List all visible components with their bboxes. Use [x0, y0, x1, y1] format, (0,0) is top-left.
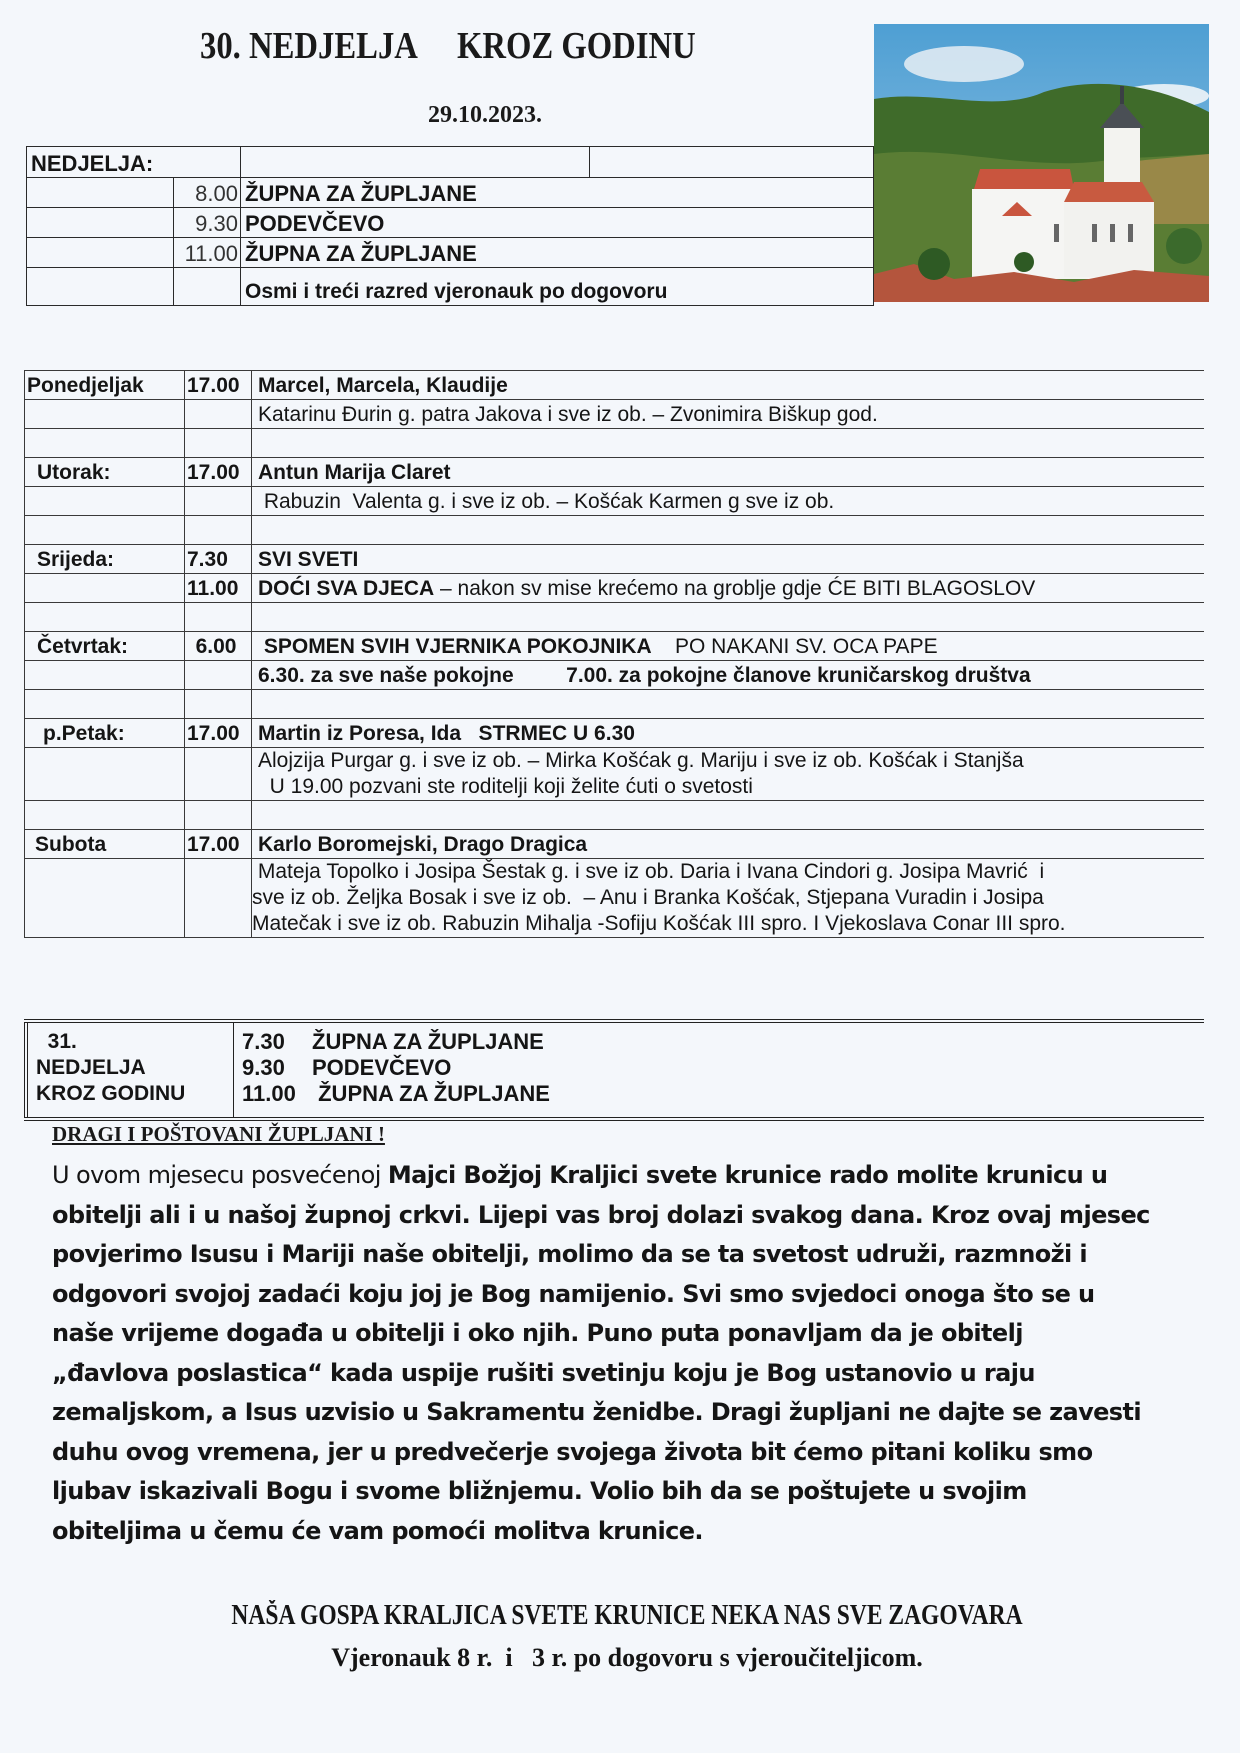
schedule-row — [25, 632, 1205, 661]
schedule-row — [25, 719, 1205, 748]
schedule-row — [25, 859, 1205, 938]
sunday-label: NEDJELJA: — [27, 147, 241, 178]
day-label: p.Petak: — [25, 719, 185, 748]
schedule-row — [25, 545, 1205, 574]
mass-time: 11.00 — [174, 238, 241, 268]
mass-time: 11.00 — [185, 574, 252, 603]
mass-intention: 6.30. za sve naše pokojne 7.00. za pokojne članove kruničarskog društva — [252, 661, 1205, 690]
mass-intention: SVI SVETI — [252, 545, 1205, 574]
next-sunday-box — [24, 1019, 1204, 1121]
mass-intention: Alojzija Purgar g. i sve iz ob. – Mirka Košćak g. Mariju i sve iz ob. Košćak i Stanjša U 19.00 pozvani ste roditelji koji želite ćuti o svetosti — [252, 748, 1205, 801]
schedule-row — [25, 487, 1205, 516]
mass-time: 8.00 — [174, 178, 241, 208]
schedule-row — [25, 830, 1205, 859]
day-label: Četvrtak: — [25, 632, 185, 661]
sunday-mass-row — [27, 208, 874, 238]
mass-time: 6.00 — [185, 632, 252, 661]
next-mass-row: 9.30 PODEVČEVO — [242, 1055, 452, 1080]
mass-intention: ŽUPNA ZA ŽUPLJANE — [241, 178, 874, 208]
mass-intention: ŽUPNA ZA ŽUPLJANE — [241, 238, 874, 268]
closing-prayer: NAŠA GOSPA KRALJICA SVETE KRUNICE NEKA NAS SVE ZAGOVARA — [231, 1600, 1023, 1631]
sunday-schedule-table — [26, 146, 874, 306]
letter-greeting: DRAGI I POŠTOVANI ŽUPLJANI ! — [52, 1122, 385, 1146]
next-sunday-masses — [242, 1029, 550, 1107]
mass-intention: DOĆI SVA DJECA – nakon sv mise krećemo na groblje gdje ĆE BITI BLAGOSLOV — [252, 574, 1205, 603]
mass-time: 9.30 — [174, 208, 241, 238]
next-sunday-label: 31. NEDJELJA KROZ GODINU — [24, 1023, 234, 1117]
mass-time: 17.00 — [185, 371, 252, 400]
mass-intention: Rabuzin Valenta g. i sve iz ob. – Košćak Karmen g sve iz ob. — [252, 487, 1205, 516]
sunday-note-row — [27, 268, 874, 306]
next-mass-row: 7.30 ŽUPNA ZA ŽUPLJANE — [242, 1029, 544, 1054]
weekday-schedule-table — [24, 370, 1204, 938]
mass-intention: Martin iz Poresa, Ida STRMEC U 6.30 — [252, 719, 1205, 748]
schedule-row — [25, 661, 1205, 690]
schedule-row — [25, 574, 1205, 603]
mass-intention: SPOMEN SVIH VJERNIKA POKOJNIKA PO NAKANI SV. OCA PAPE — [252, 632, 1205, 661]
mass-intention: Antun Marija Claret — [252, 458, 1205, 487]
mass-time: 17.00 — [185, 719, 252, 748]
schedule-row — [25, 400, 1205, 429]
mass-time: 17.00 — [185, 458, 252, 487]
day-label: Utorak: — [25, 458, 185, 487]
mass-intention: Katarinu Đurin g. patra Jakova i sve iz ob. – Zvonimira Biškup god. — [252, 400, 1205, 429]
day-label: Subota — [25, 830, 185, 859]
schedule-row — [25, 458, 1205, 487]
bulletin-date: 29.10.2023. — [428, 102, 542, 128]
intention-highlight: DOĆI SVA DJECA — [258, 577, 435, 600]
schedule-row — [25, 748, 1205, 801]
mass-time: 17.00 — [185, 830, 252, 859]
next-mass-row: 11.00 ŽUPNA ZA ŽUPLJANE — [242, 1081, 550, 1106]
page-title: 30. NEDJELJA KROZ GODINU — [200, 25, 696, 67]
day-label: Ponedjeljak — [25, 371, 185, 400]
mass-intention: Marcel, Marcela, Klaudije — [252, 371, 1205, 400]
mass-time: 7.30 — [185, 545, 252, 574]
mass-intention: Karlo Boromejski, Drago Dragica — [252, 830, 1205, 859]
catechism-note: Osmi i treći razred vjeronauk po dogovoru — [241, 268, 874, 306]
mass-intention: Mateja Topolko i Josipa Šestak g. i sve iz ob. Daria i Ivana Cindori g. Josipa Mavrić i sve iz ob. Željka Bosak i sve iz ob. – Anu i Branka Košćak, Stjepana Vuradin i Josipa Matečak i sve iz ob. Rabuzin Mihalja -Sofiju Košćak III spro. I Vjekoslava Conar III spro. — [252, 859, 1205, 938]
day-label: Srijeda: — [25, 545, 185, 574]
sunday-mass-row — [27, 178, 874, 208]
church-photo — [874, 24, 1209, 302]
catechism-notice: Vjeronauk 8 r. i 3 r. po dogovoru s vjeroučiteljicom. — [331, 1643, 923, 1672]
intention-highlight: SPOMEN SVIH VJERNIKA POKOJNIKA — [263, 635, 652, 658]
schedule-row — [25, 371, 1205, 400]
sunday-mass-row — [27, 238, 874, 268]
mass-intention: PODEVČEVO — [241, 208, 874, 238]
pastor-letter: U ovom mjesecu posvećenoj Majci Božjoj Kraljici svete krunice rado molite krunicu u obitelji ali i u našoj župnoj crkvi. Lijepi vas broj dolazi svakog dana. Kroz ovaj mjesec povjerimo Isusu i Mariji naše obitelji, molimo da se ta svetost udruži, razmnoži i odgovori svojoj zadaći koju joj je Bog namijenio. Svi smo svjedoci onoga što se u naše vrijeme događa u obitelji i oko njih. Puno puta ponavljam da je obitelj „đavlova poslastica“ kada uspije rušiti svetinju koju je Bog ustanovio u raju zemaljskom, a Isus uzvisio u Sakramentu ženidbe. Dragi župljani ne dajte se zavesti duhu ovog vremena, jer u predvečerje svojega života bit ćemo pitani koliku smo ljubav iskazivali Bogu i svome bližnjemu. Volio bih da se poštujete u svojim obiteljima u čemu će vam pomoći molitva krunice. — [52, 1161, 1150, 1545]
